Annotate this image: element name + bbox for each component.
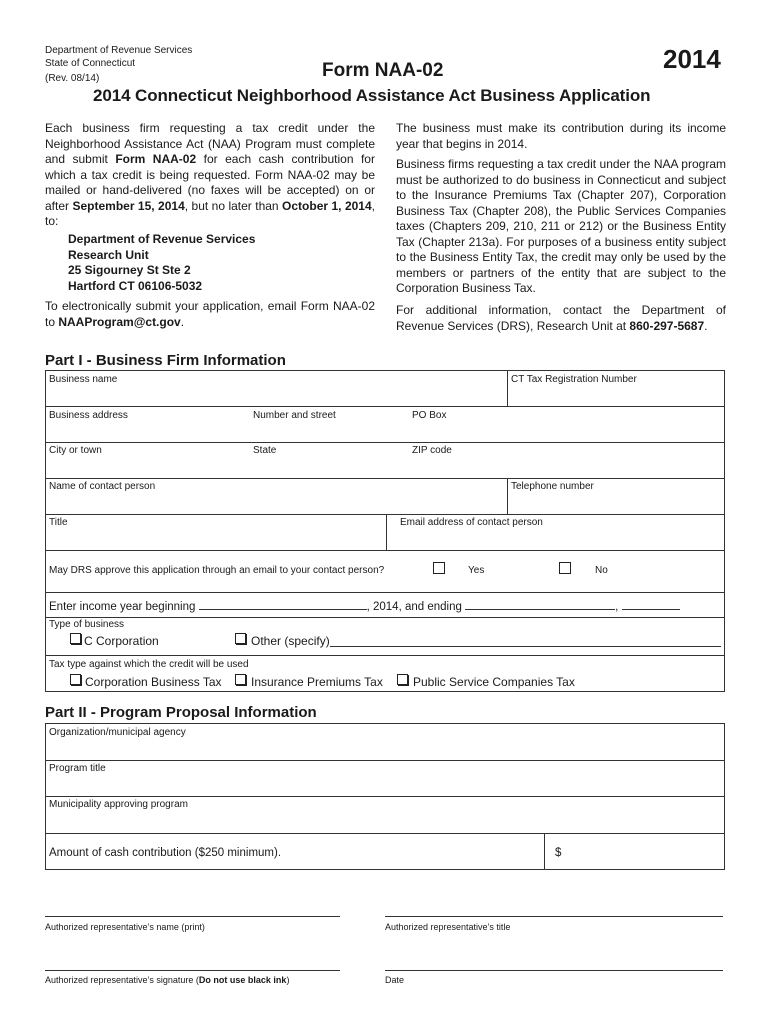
income-year-end-input[interactable]	[465, 599, 615, 610]
date-label: Date	[385, 975, 405, 985]
intro-left-paragraph: Each business firm requesting a tax credit under the Neighborhood Assistance Act (NAA) Program must complete and submit Form NAA-02 for each cash contribution for which a tax credit is being requested. Form NAA-02 may be mailed or hand-delivered (no faxes will be accepted) on or after September 15, 2014, but no later than October 1, 2014, to:	[45, 121, 375, 228]
mailing-address: Department of Revenue Services Research Unit 25 Sigourney St Ste 2 Hartford CT 06106-5032	[68, 232, 256, 293]
rep-title-label: Authorized representative’s title	[385, 922, 511, 932]
program-title-field[interactable]: Program title	[49, 763, 106, 774]
income-year-begin-input[interactable]	[199, 599, 367, 610]
state-field[interactable]: State	[253, 445, 277, 456]
program-email: NAAProgram@ct.gov	[58, 314, 181, 329]
corporation-business-tax-checkbox[interactable]	[70, 674, 81, 685]
rep-signature-label: Authorized representative’s signature (Do not use black ink)	[45, 975, 290, 985]
part1-title: Part I - Business Firm Information	[45, 352, 286, 369]
title-field[interactable]: Title	[49, 517, 68, 528]
intro-right-p2: Business firms requesting a tax credit under the NAA program must be authorized to do business in Connecticut and subject to the Insurance Premiums Tax (Chapter 207), Corporation Business Tax (Chapter 208), the Public Services Companies taxes (Chapters 209, 210, 211 or 212) or the Business Entity Tax (Chapter 213a). For purposes of a business entity subject to the Business Entity Tax, the credit may only be used by the members or partners of the entity that are subject to the Corporation Business Tax.	[396, 157, 726, 295]
organization-field[interactable]: Organization/municipal agency	[49, 727, 186, 738]
email-approval-question: May DRS approve this application through an email to your contact person?	[49, 565, 385, 576]
business-address-field[interactable]: Business address	[49, 410, 128, 421]
drs-phone: 860-297-5687	[629, 318, 705, 333]
po-box-field[interactable]: PO Box	[412, 410, 447, 421]
public-service-companies-tax-label: Public Service Companies Tax	[413, 675, 575, 689]
ct-tax-registration-field[interactable]: CT Tax Registration Number	[511, 374, 637, 385]
business-name-field[interactable]: Business name	[49, 374, 118, 385]
zip-field[interactable]: ZIP code	[412, 445, 452, 456]
number-street-field[interactable]: Number and street	[253, 410, 336, 421]
department-name: Department of Revenue Services	[45, 45, 193, 56]
state-name: State of Connecticut	[45, 58, 136, 69]
rep-signature-line[interactable]	[45, 970, 340, 971]
amount-input[interactable]: $	[555, 847, 562, 859]
approve-no-label: No	[595, 565, 608, 576]
type-of-business-label: Type of business	[49, 619, 125, 630]
income-year-row: Enter income year beginning , 2014, and ending ,	[49, 599, 680, 613]
corporation-business-tax-label: Corporation Business Tax	[85, 675, 222, 689]
insurance-premiums-tax-label: Insurance Premiums Tax	[251, 675, 383, 689]
revision-date: (Rev. 08/14)	[45, 73, 100, 84]
public-service-companies-tax-checkbox[interactable]	[397, 674, 408, 685]
city-field[interactable]: City or town	[49, 445, 102, 456]
other-specify-input[interactable]	[330, 646, 721, 647]
form-name: Form NAA-02	[322, 60, 444, 81]
email-submit-paragraph: To electronically submit your application, email Form NAA-02 to NAAProgram@ct.gov.	[45, 299, 375, 329]
rep-name-line[interactable]	[45, 916, 340, 917]
intro-right-p3: For additional information, contact the Department of Revenue Services (DRS), Research Unit at 860-297-5687.	[396, 303, 726, 333]
part2-title: Part II - Program Proposal Information	[45, 704, 317, 721]
intro-right-p1: The business must make its contribution during its income year that begins in 2014.	[396, 121, 726, 151]
date-line[interactable]	[385, 970, 723, 971]
page-title: 2014 Connecticut Neighborhood Assistance Act Business Application	[93, 86, 651, 105]
municipality-field[interactable]: Municipality approving program	[49, 799, 188, 810]
rep-name-label: Authorized representative’s name (print)	[45, 922, 205, 932]
approve-yes-label: Yes	[468, 565, 485, 576]
amount-label: Amount of cash contribution ($250 minimum).	[49, 847, 282, 859]
rep-title-line[interactable]	[385, 916, 723, 917]
tax-type-label: Tax type against which the credit will be used	[49, 659, 249, 670]
income-year-end-year-input[interactable]	[622, 599, 680, 610]
approve-yes-checkbox[interactable]	[433, 562, 445, 574]
other-checkbox[interactable]	[235, 633, 246, 644]
form-year: 2014	[663, 44, 721, 74]
email-field[interactable]: Email address of contact person	[400, 517, 543, 528]
c-corporation-checkbox[interactable]	[70, 633, 81, 644]
insurance-premiums-tax-checkbox[interactable]	[235, 674, 246, 685]
c-corporation-label: C Corporation	[84, 634, 159, 648]
telephone-field[interactable]: Telephone number	[511, 481, 594, 492]
contact-name-field[interactable]: Name of contact person	[49, 481, 156, 492]
approve-no-checkbox[interactable]	[559, 562, 571, 574]
other-specify-label: Other (specify)	[251, 634, 330, 648]
